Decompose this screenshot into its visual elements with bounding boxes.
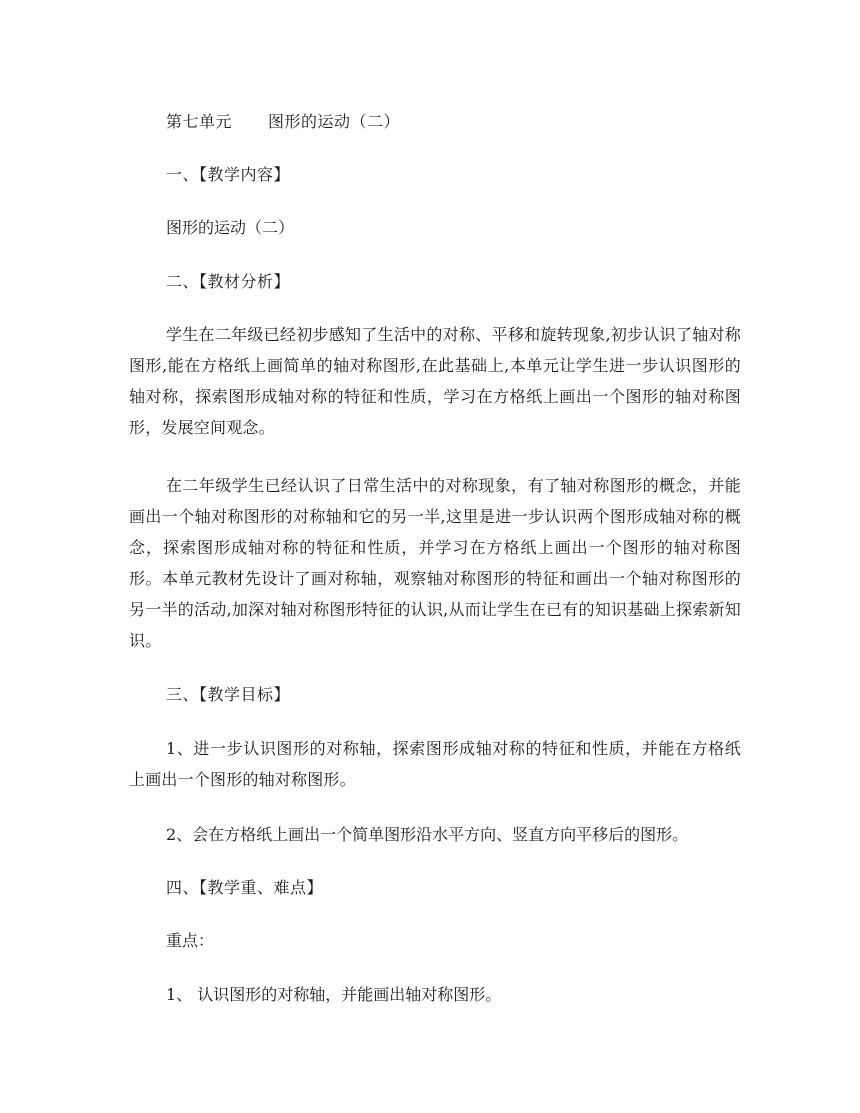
- unit-number: 第七单元: [166, 112, 233, 131]
- section-heading-analysis: 二、【教材分析】: [166, 272, 291, 291]
- analysis-paragraph-1: 学生在二年级已经初步感知了生活中的对称、平移和旋转现象,初步认识了轴对称图形,能在方格纸上画简单的轴对称图形,在此基础上,本单元让学生进一步认识图形的轴对称，探索图形成轴对称的特征和性质，学习在方格纸上画出一个图形的轴对称图形，发展空间观念。: [129, 325, 741, 437]
- section-heading-goals: 三、【教学目标】: [166, 685, 291, 704]
- section-heading-key-points: 四、【教学重、难点】: [166, 878, 324, 897]
- key-point-text: 认识图形的对称轴，并能画出轴对称图形。: [197, 985, 502, 1004]
- unit-title: [166, 109, 746, 135]
- section-heading-content: 一、【教学内容】: [166, 165, 291, 184]
- goal-item-2: 2、会在方格纸上画出一个简单图形沿水平方向、竖直方向平移后的图形。: [166, 825, 689, 844]
- key-point-item-1: [166, 982, 746, 1008]
- goal-item-1: 1、进一步认识图形的对称轴，探索图形成轴对称的特征和性质，并能在方格纸上画出一个图形的轴对称图形。: [129, 739, 741, 789]
- unit-name: 图形的运动（二）: [268, 112, 401, 131]
- key-point-number: 1、: [166, 985, 193, 1004]
- section-content-text: 图形的运动（二）: [166, 218, 295, 237]
- key-points-label: 重点：: [166, 931, 215, 950]
- analysis-paragraph-2: 在二年级学生已经认识了日常生活中的对称现象，有了轴对称图形的概念，并能画出一个轴对称图形的对称轴和它的另一半,这里是进一步认识两个图形成轴对称的概念，探索图形成轴对称的特征和性质，并学习在方格纸上画出一个图形的轴对称图形。本单元教材先设计了画对称轴，观察轴对称图形的特征和画出一个轴对称图形的另一半的活动,加深对轴对称图形特征的认识,从而让学生在已有的知识基础上探索新知识。: [129, 476, 741, 650]
